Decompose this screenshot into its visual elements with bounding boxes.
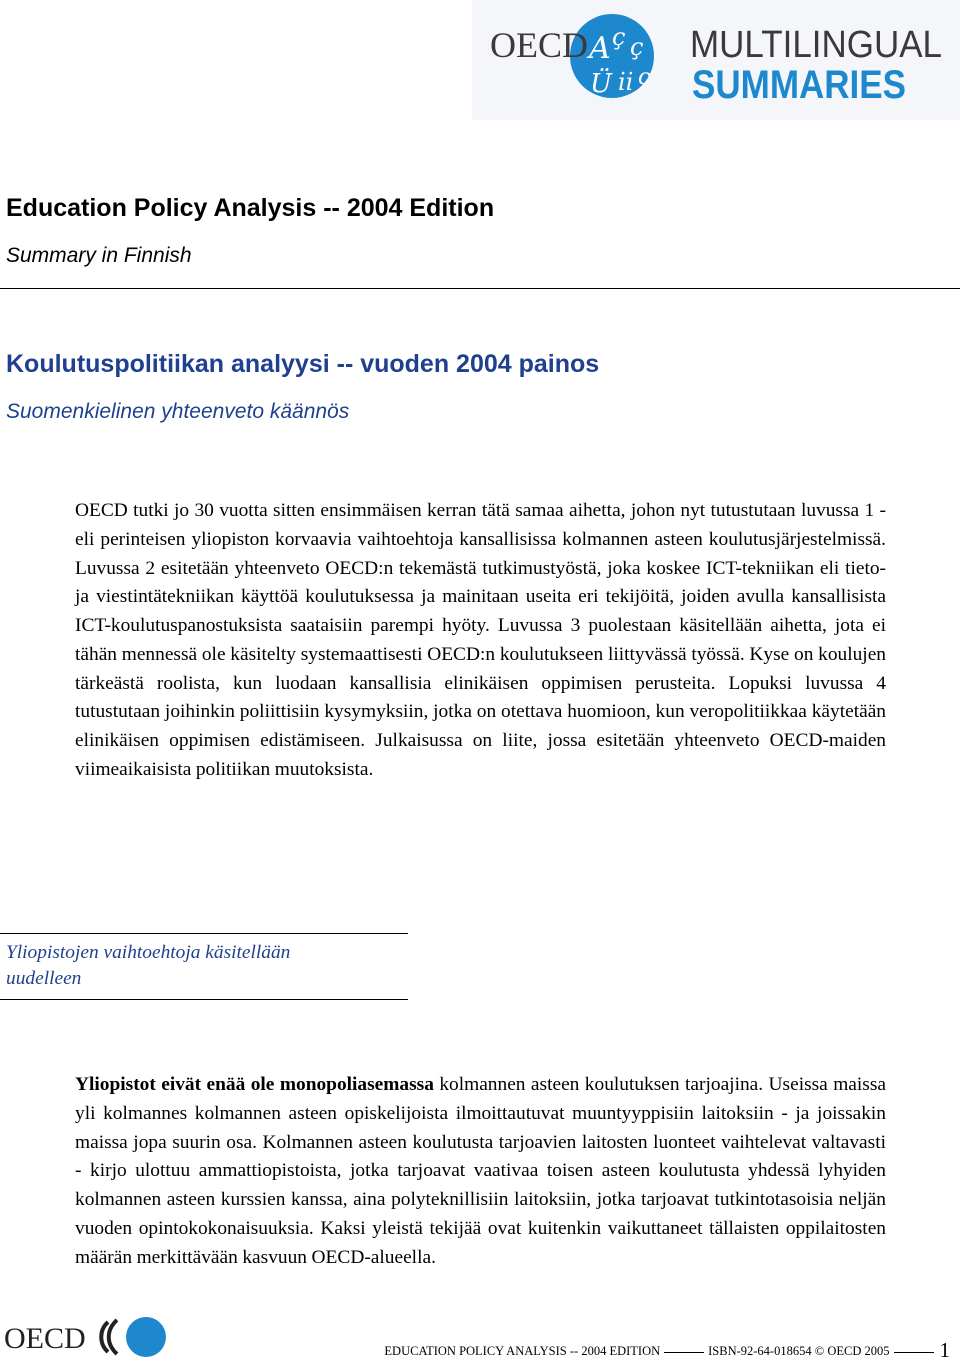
section-paragraph [75, 1071, 886, 1272]
title-divider [0, 288, 960, 289]
footer-separator [664, 1352, 704, 1353]
oecd-logo-icon [0, 1312, 190, 1362]
intro-paragraph: OECD tutki jo 30 vuotta sitten ensimmäisen kerran tätä samaa aihetta, johon nyt tutustutaan luvussa 1 - eli perinteisen yliopiston korvaavia vaihtoehtoja kansallisissa kolmannen asteen koulutusjärjestelmissä. Luvussa 2 esitetään yhteenveto OECD:n tekemästä tutkimustyöstä, joka koskee ICT-tekniikan eli tieto- ja viestintätekniikan käyttöä koulutuksessa ja mainitaan useita eri tekijöitä, joiden avulla kansallisista ICT-koulutuspanostuksista saataisiin parempi hyöty. Luvussa 3 puolestaan käsitellään aihetta, jota ei tähän mennessä ole käsitelty systemaattisesti OECD:n koulutukseen liittyvässä työssä. Kyse on koulujen tärkeästä roolista, kun luodaan kansallisia elinikäisen oppimisen perusteita. Lopuksi luvussa 4 tutustutaan joihinkin poliittisiin kysymyksiin, jotka on otettava huomioon, kun veropolitiikkaa käytetään elinikäisen oppimisen edistämiseen. Julkaisussa on liite, jossa esitetään yhteenveto OECD-maiden viimeaikaisista politiikan muutoksista. [75, 500, 886, 780]
logo-oecd-text: OECD [490, 25, 588, 65]
svg-text:Ü: Ü [590, 69, 612, 99]
section-body-text: kolmannen asteen koulutuksen tarjoajina. Useissa maissa yli kolmannes kolmannen asteen opiskelijoista ilmoittautuvat muuntyyppisiin laitoksiin - ja joissakin maissa jopa suurin osa. Kolmannen asteen koulutusta tarjoavien laitosten luonteet vaihtelevat valtavasti - kirjo ulottuu ammattiopistoista, jotka tarjoavat vaativaa toisen asteen koulutusta yhdessä lyhyiden kolmannen asteen kurssien kanssa, aina polyteknillisiin laitoksiin, jotka tarjoavat tutkintotasoisia neljän vuoden opintokokonaisuuksia. Kaksi yleistä tekijää ovat kuitenkin vaikuttaneet tällaisten oppilaitosten määrän merkittävään kasvuun OECD-alueella. [75, 1074, 886, 1268]
footer-isbn: ISBN-92-64-018654 [708, 1344, 812, 1358]
finnish-title: Koulutuspolitiikan analyysi -- vuoden 2004 painos [6, 350, 600, 378]
english-title: Education Policy Analysis -- 2004 Edition [6, 194, 495, 222]
footer-citation [384, 1339, 950, 1362]
english-subtitle: Summary in Finnish [6, 244, 192, 267]
page-number: 1 [939, 1338, 950, 1362]
section-rule-top [0, 933, 408, 934]
multilingual-summaries-logo [472, 0, 960, 120]
logo-graphic [472, 0, 960, 120]
section-rule-bottom [0, 999, 408, 1000]
svg-text:ç: ç [630, 33, 644, 61]
footer-copyright: © OECD 2005 [814, 1344, 890, 1358]
logo-multilingual-text: MULTILINGUAL [690, 24, 942, 66]
section-heading-link[interactable]: Yliopistojen vaihtoehtoja käsitellään uudelleen [6, 942, 291, 989]
footer-publication: EDUCATION POLICY ANALYSIS -- 2004 EDITION [384, 1344, 661, 1358]
finnish-subtitle: Suomenkielinen yhteenveto käännös [6, 400, 350, 423]
footer-oecd-logo [0, 1312, 190, 1362]
svg-text:ç: ç [612, 23, 626, 51]
svg-text:ç: ç [638, 65, 651, 90]
svg-text:ii: ii [618, 68, 634, 96]
section-lead-in: Yliopistot eivät enää ole monopoliasemassa [75, 1074, 434, 1095]
logo-summaries-text: SUMMARIES [692, 63, 906, 107]
footer-separator-2 [894, 1352, 934, 1353]
footer-logo-text: OECD [4, 1322, 86, 1355]
svg-text:A: A [589, 31, 611, 66]
